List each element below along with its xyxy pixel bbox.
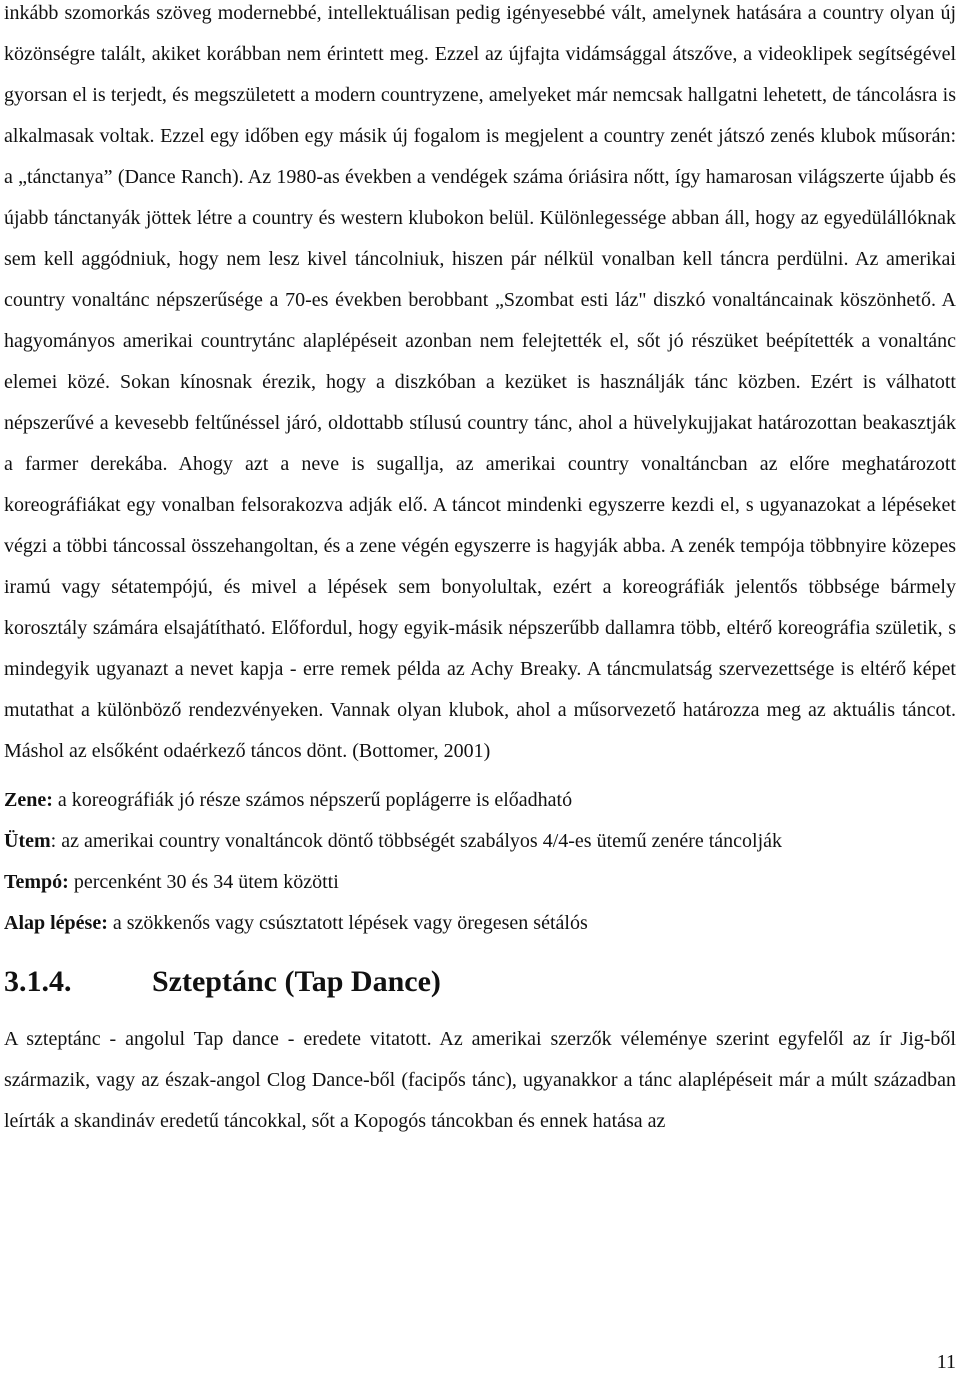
spec-tempo-text: percenként 30 és 34 ütem közötti bbox=[68, 871, 339, 893]
spec-basic-step bbox=[4, 903, 956, 944]
section-title: Szteptánc (Tap Dance) bbox=[152, 965, 441, 998]
spec-meter-text: : az amerikai country vonaltáncok döntő többségét szabályos 4/4-es ütemű zenére táncolják bbox=[50, 830, 783, 852]
spec-tempo bbox=[4, 862, 956, 903]
page-number: 11 bbox=[936, 1351, 956, 1373]
spec-meter bbox=[4, 821, 956, 862]
spec-music-text: a koreográfiák jó része számos népszerű poplágerre is előadható bbox=[52, 789, 573, 811]
document-page bbox=[4, 0, 956, 1142]
spec-basic-step-label: Alap lépése: bbox=[4, 912, 108, 934]
section-paragraph: A szteptánc - angolul Tap dance - eredete vitatott. Az amerikai szerzők véleménye szerint egyfelől az ír Jig-ből származik, vagy az észak-angol Clog Dance-ből (facipős tánc), ugyanakkor a tánc alaplépéseit már a múlt században leírták a skandináv eredetű táncokkal, sőt a Kopogós táncokban és ennek hatása az bbox=[4, 1028, 956, 1132]
body-paragraph: inkább szomorkás szöveg modernebbé, intellektuálisan pedig igényesebbé vált, amelynek hatására a country olyan új közönségre talált, akiket korábban nem érintett meg. Ezzel az újfajta vidámsággal átszőve, a videoklipek segítségével gyorsan el is terjedt, és megszületett a modern countryzene, amelyeket már nemcsak hallgatni lehetett, de táncolásra is alkalmasak voltak. Ezzel egy időben egy másik új fogalom is megjelent a country zenét játszó zenés klubok műsorán: a „tánctanya” (Dance Ranch). Az 1980-as években a vendégek száma óriásira nőtt, így hamarosan világszerte újabb és újabb tánctanyák jöttek létre a country és western klubokon belül. Különlegessége abban áll, hogy az egyedülállóknak sem kell aggódniuk, hogy nem lesz kivel táncolniuk, hiszen pár nélkül vonalban kell táncra perdülni. Az amerikai country vonaltánc népszerűsége a 70-es években berobbant „Szombat esti láz" diszkó vonaltáncainak köszönhető. A hagyományos amerikai countrytánc alaplépéseit azonban nem felejtették el, sőt jó részüket beépítették a vonaltánc elemei közé. Sokan kínosnak érezik, hogy a diszkóban a kezüket is használják tánc közben. Ezért is válhatott népszerűvé a kevesebb feltűnéssel járó, oldottabb stílusú country tánc, ahol a hüvelykujjakat határozottan beakasztják a farmer derekába. Ahogy azt a neve is sugallja, az amerikai country vonaltáncban az előre meghatározott koreográfiákat egy vonalban felsorakozva adják elő. A táncot mindenki egyszerre kezdi el, s ugyanazokat a lépéseket végzi a többi táncossal összehangoltan, és a zene végén egyszerre is hagyják abba. A zenék tempója többnyire közepes iramú vagy sétatempójú, és mivel a lépések sem bonyolultak, ezért a koreográfiák jelentős többsége bármely korosztály számára elsajátítható. Előfordul, hogy egyik-másik népszerűbb dallamra több, eltérő koreográfia születik, s mindegyik ugyanazt a nevet kapja - erre remek példa az Achy Breaky. A táncmulatság szervezettsége is eltérő képet mutathat a különböző rendezvényeken. Vannak olyan klubok, ahol a műsorvezető határozza meg az aktuális táncot. Máshol az elsőként odaérkező táncos dönt. (Bottomer, 2001) bbox=[4, 2, 956, 762]
spec-basic-step-text: a szökkenős vagy csúsztatott lépések vagy öregesen sétálós bbox=[107, 912, 588, 934]
section-number: 3.1.4. bbox=[4, 965, 72, 998]
spec-tempo-label: Tempó: bbox=[4, 871, 69, 893]
dance-specs bbox=[4, 780, 956, 944]
spec-music-label: Zene: bbox=[4, 789, 53, 811]
section-heading bbox=[4, 961, 956, 1002]
spec-meter-label: Ütem bbox=[4, 830, 51, 852]
spec-music bbox=[4, 780, 956, 821]
